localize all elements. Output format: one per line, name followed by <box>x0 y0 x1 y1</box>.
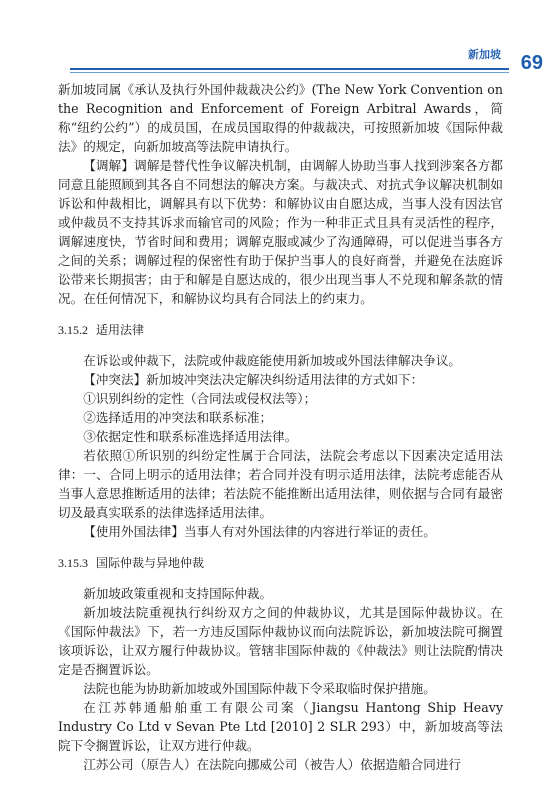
page-header <box>0 0 559 80</box>
header-rule <box>70 68 509 70</box>
paragraph: 若依照①所识别的纠纷定性属于合同法，法院会考虑以下因素决定适用法律：一、合同上明示的适用法律；若合同并没有明示适用法律，法院考虑能否从当事人意思推断适用的法律；若法院不能推断出适用法律，则依据与合同有最密切及最真实联系的法律选择适用法律。 <box>58 448 503 520</box>
list-item: ③依据定性和联系标准选择适用法律。 <box>83 429 298 444</box>
paragraph: 法院也能为协助新加坡或外国国际仲裁下令采取临时保护措施。 <box>83 681 436 696</box>
section-heading-3-15-3 <box>58 554 503 573</box>
section-number: 3.15.3 <box>58 556 88 570</box>
list-item: ②选择适用的冲突法和联系标准； <box>83 410 273 425</box>
section-number: 3.15.2 <box>58 323 88 337</box>
paragraph: 在诉讼或仲裁下，法院或仲裁庭能使用新加坡或外国法律解决争议。 <box>83 353 461 368</box>
paragraph: 新加坡同属《承认及执行外国仲裁裁决公约》(The New York Convention on the Recognition and Enforcement of Foreign Arbitral Awards，简称“纽约公约”）的成员国，在成员国取得的仲裁裁决，可按照新加坡《国际仲裁法》的规定，向新加坡高等法院申请执行。 <box>58 82 503 154</box>
paragraph-conflict-law: 【冲突法】新加坡冲突法决定解决纠纷适用法律的方式如下： <box>83 372 424 387</box>
section-heading-3-15-2 <box>58 321 503 340</box>
paragraph: 新加坡政策重视和支持国际仲裁。 <box>83 586 273 601</box>
paragraph: 新加坡法院重视执行纠纷双方之间的仲裁协议，尤其是国际仲裁协议。在《国际仲裁法》下，若一方违反国际仲裁协议而向法院诉讼，新加坡法院可搁置该项诉讼，让双方履行仲裁协议。管辖非国际仲裁的《仲裁法》则让法院酌情决定是否搁置诉讼。 <box>58 605 503 677</box>
paragraph-case: 在江苏韩通船舶重工有限公司案（Jiangsu Hantong Ship Heavy Industry Co Ltd v Sevan Pte Ltd [2010] 2 SLR 293）中，新加坡高等法院下令搁置诉讼，让双方进行仲裁。 <box>58 700 503 753</box>
section-title: 适用法律 <box>96 323 145 337</box>
list-item: ①识别纠纷的定性（合同法或侵权法等）； <box>83 391 317 406</box>
paragraph-foreign-law: 【使用外国法律】当事人有对外国法律的内容进行举证的责任。 <box>83 524 436 539</box>
section-title: 国际仲裁与异地仲裁 <box>96 556 205 570</box>
page-number: 69 <box>520 52 543 74</box>
header-rule-thin <box>70 72 509 73</box>
paragraph: 江苏公司（原告人）在法院向挪威公司（被告人）依据造船合同进行 <box>83 757 461 772</box>
page-body <box>58 80 503 774</box>
paragraph-mediation: 【调解】调解是替代性争议解决机制，由调解人协助当事人找到涉案各方都同意且能照顾到其各自不同想法的解决方案。与裁决式、对抗式争议解决机制如诉讼和仲裁相比，调解具有以下优势：和解协议由自愿达成，当事人没有因法官或仲裁员不支持其诉求而输官司的风险；作为一种非正式且具有灵活性的程序，调解速度快，节省时间和费用；调解克服或减少了沟通障碍，可以促进当事各方之间的关系；调解过程的保密性有助于保护当事人的良好商誉，并避免在法庭诉讼带来长期损害；由于和解是自愿达成的，很少出现当事人不兑现和解条款的情况。在任何情况下，和解协议均具有合同法上的约束力。 <box>58 158 503 306</box>
running-header-title: 新加坡 <box>468 48 501 61</box>
